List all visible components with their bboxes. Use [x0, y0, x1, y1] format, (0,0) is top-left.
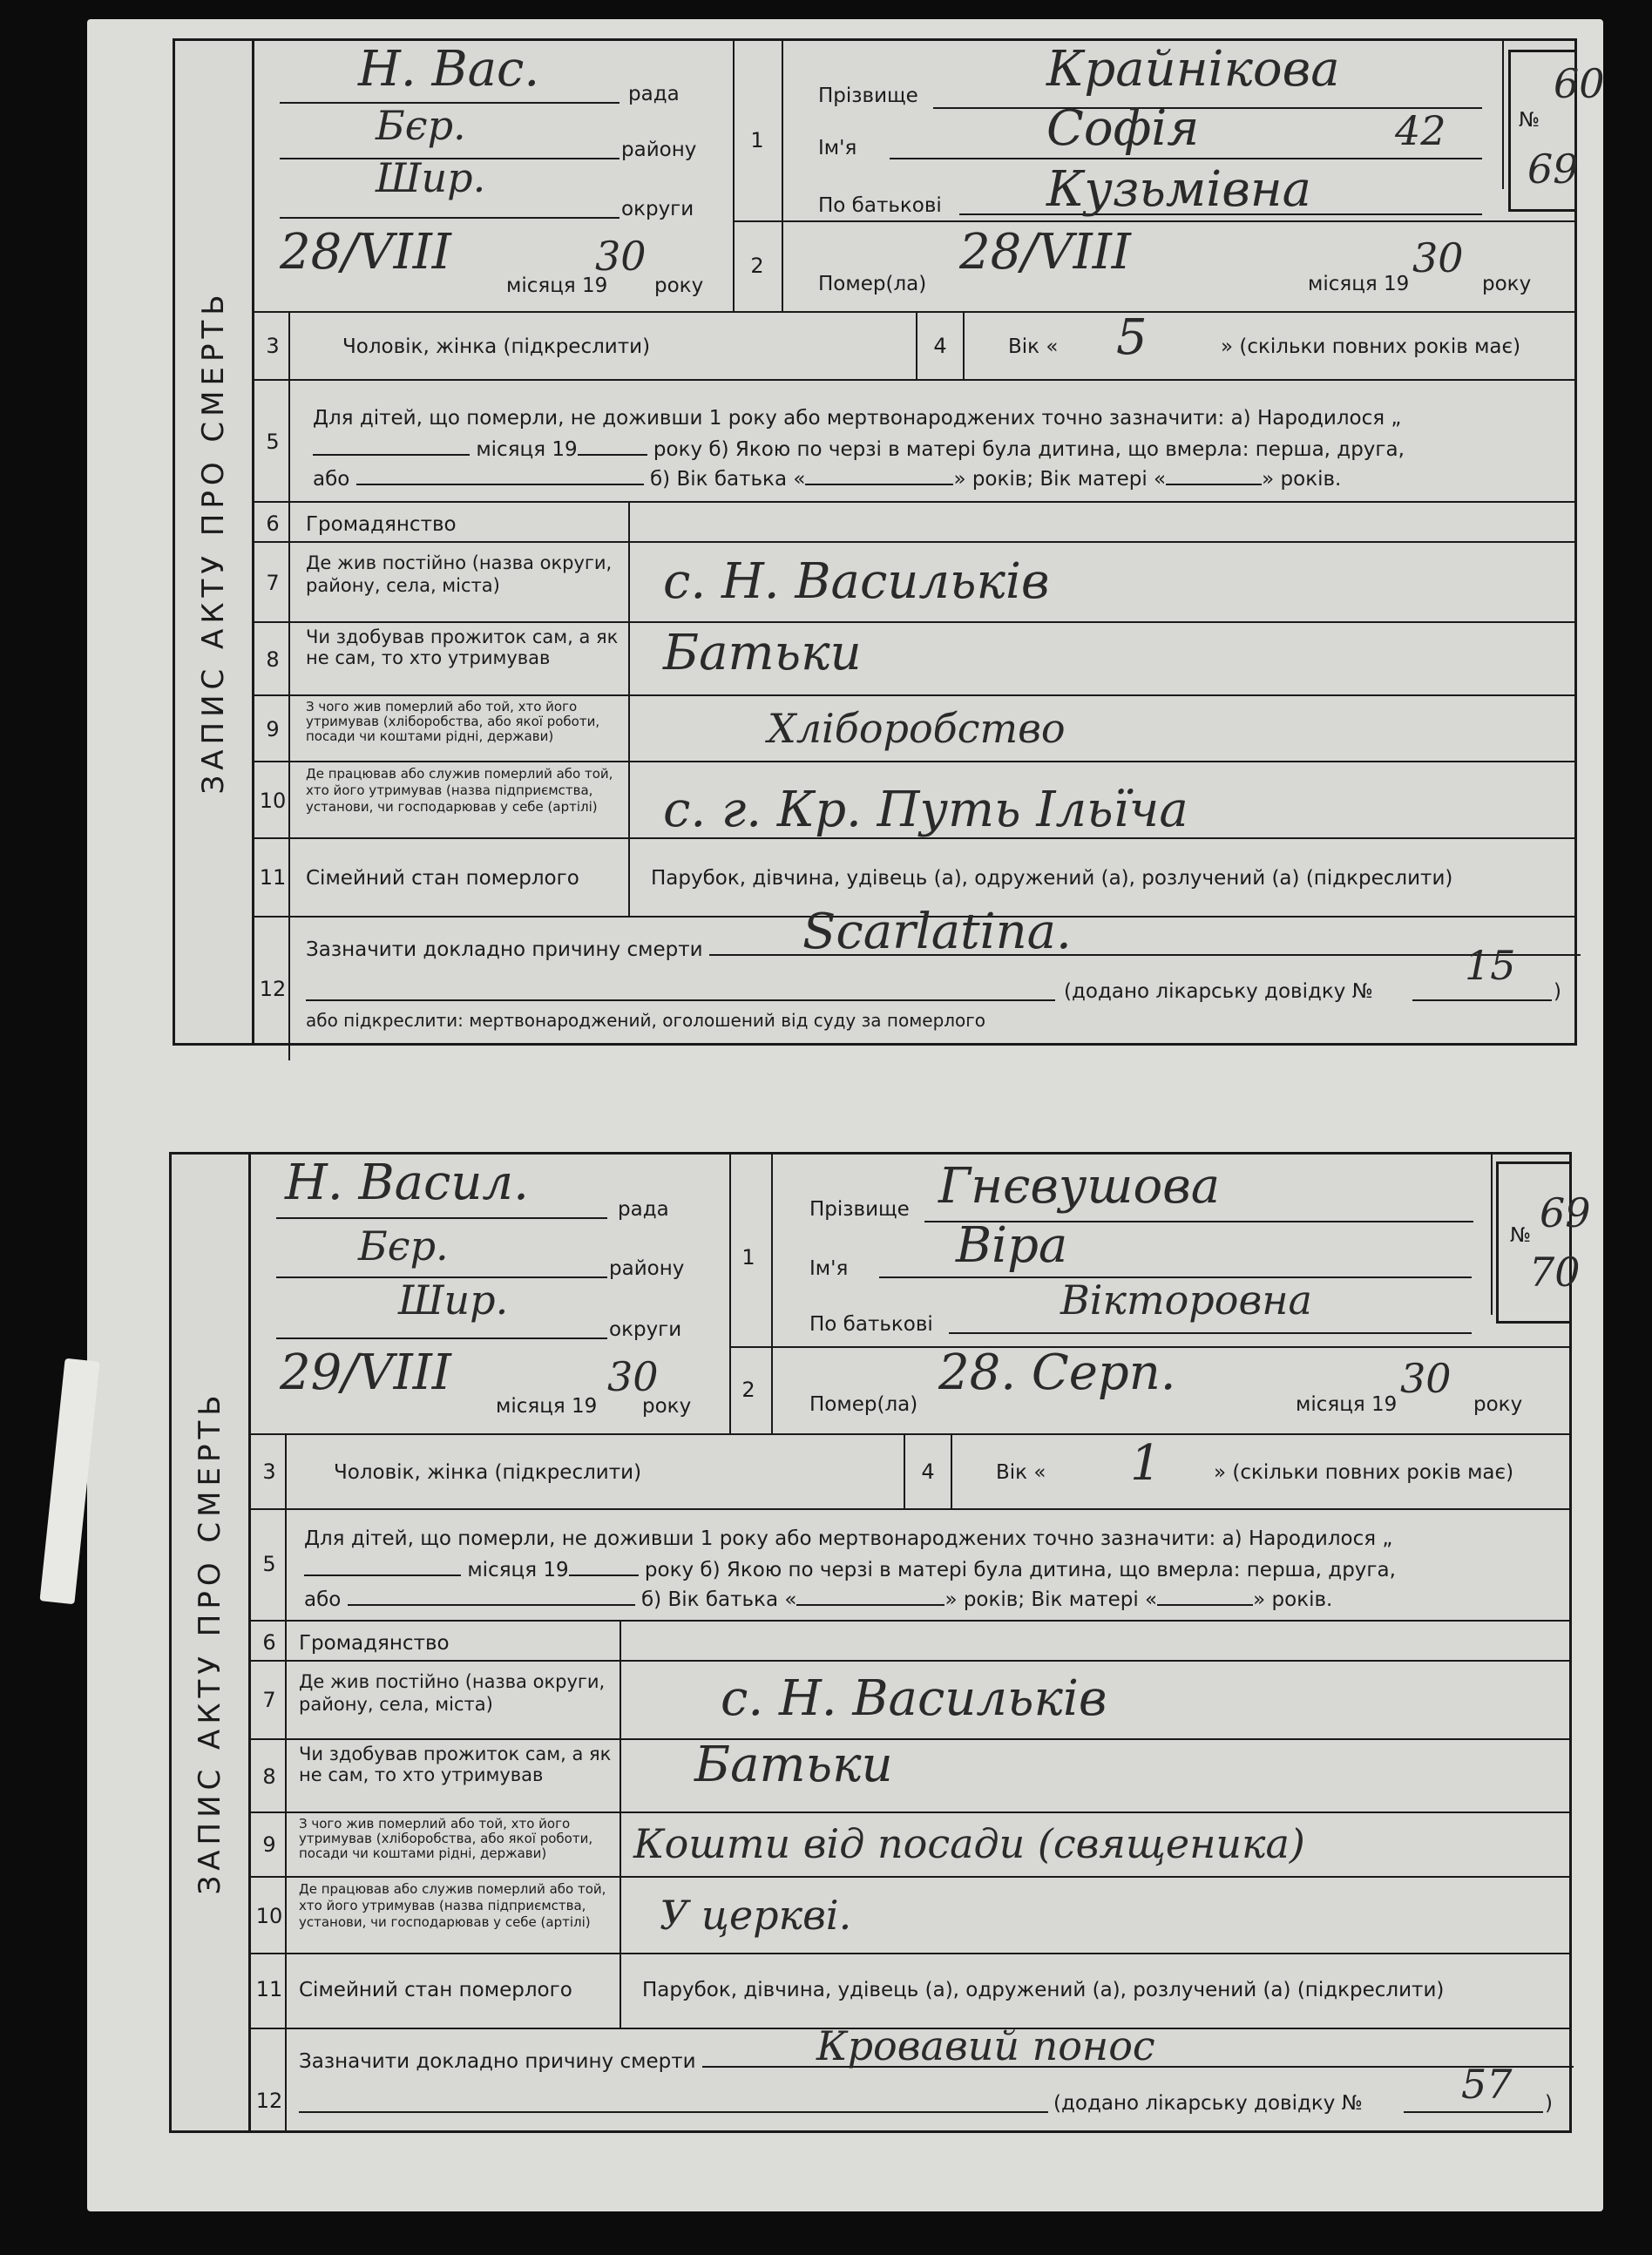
row-number: 8 — [266, 647, 280, 672]
number-sign: № — [1519, 109, 1540, 132]
row-number: 10 — [259, 789, 287, 813]
okruh-label: округи — [621, 198, 694, 220]
hw-source: Кошти від посади (священика) — [633, 1820, 1305, 1867]
children-line-3d: » років. — [1253, 1588, 1333, 1611]
hw-name: Віра — [956, 1217, 1068, 1274]
certificate-label: (додано лікарську довідку № — [1053, 2092, 1363, 2115]
hw-certificate: 57 — [1461, 2061, 1513, 2108]
family-options: Парубок, дівчина, удівець (а), одружений (а), розлучений (а) (підкреслити) — [642, 1979, 1445, 2001]
residence-label: Де жив постійно (назва округи, району, села, міста) — [306, 552, 613, 596]
hw-death-year: 30 — [1412, 234, 1464, 281]
hw-patronymic: Вікторовна — [1060, 1276, 1312, 1324]
hw-surname: Крайнікова — [1046, 41, 1340, 98]
row-number: 7 — [266, 571, 280, 595]
side-title-box — [175, 41, 254, 1043]
hw-okruh: Шир. — [376, 154, 486, 201]
hw-reg-date: 28/VIII — [280, 224, 451, 281]
stillborn-label: або підкреслити: мертвонароджений, оголошений від суду за померлого — [306, 1010, 986, 1031]
livelihood-label: Чи здобував прожиток сам, а як не сам, то хто утримував — [299, 1744, 612, 1785]
death-label: Помер(ла) — [818, 273, 927, 295]
death-year-label: року — [1482, 273, 1532, 295]
death-record-form-2 — [169, 1152, 1591, 2133]
certificate-close: ) — [1545, 2092, 1553, 2115]
residence-label: Де жив постійно (назва округи, району, села, міста) — [299, 1671, 606, 1715]
family-label: Сімейний стан померлого — [299, 1979, 572, 2001]
livelihood-label: Чи здобував прожиток сам, а як не сам, то хто утримував — [306, 626, 619, 668]
row-number: 5 — [262, 1552, 276, 1576]
rada-label: рада — [628, 83, 680, 105]
hw-name: Софія — [1046, 100, 1200, 157]
children-line-1: Для дітей, що померли, не доживши 1 року або мертвонароджених точно зазначити: а) Народилося „ — [313, 407, 1402, 430]
death-record-form-1 — [173, 38, 1605, 1046]
rayon-label: району — [609, 1257, 685, 1280]
row-number: 7 — [262, 1688, 276, 1712]
row-number: 6 — [262, 1630, 276, 1655]
children-line-3b: б) Вік батька « — [649, 468, 806, 491]
hw-death-date: 28/VIII — [959, 224, 1131, 281]
row-number: 4 — [921, 1459, 935, 1484]
hw-death-date: 28. Серп. — [938, 1344, 1176, 1401]
children-line-3a: або — [313, 468, 350, 491]
hw-rayon: Бєр. — [376, 102, 466, 149]
children-line-3c: » років; Вік матері « — [944, 1588, 1158, 1611]
hw-residence: с. Н. Васильків — [663, 553, 1050, 610]
hw-age: 1 — [1130, 1435, 1161, 1492]
row-number: 1 — [750, 128, 764, 152]
hw-age: 5 — [1116, 309, 1148, 366]
hw-workplace: с. г. Кр. Путь Ільїча — [663, 782, 1188, 838]
reg-month-label: місяця 19 — [506, 274, 608, 297]
cause-label: Зазначити докладно причину смерти — [306, 938, 703, 961]
row-number: 4 — [933, 334, 947, 358]
name-label: Ім'я — [818, 137, 857, 159]
citizenship-label: Громадянство — [306, 513, 457, 536]
surname-label: Прізвище — [818, 85, 918, 107]
reg-year-label: року — [654, 274, 704, 297]
reg-year-label: року — [642, 1395, 692, 1418]
row-number: 9 — [266, 717, 280, 742]
row-number: 2 — [741, 1378, 755, 1402]
children-line-3b: б) Вік батька « — [640, 1588, 797, 1611]
cause-label: Зазначити докладно причину смерти — [299, 2050, 696, 2073]
hw-rayon: Бєр. — [358, 1222, 449, 1270]
age-label: Вік « — [996, 1461, 1046, 1484]
patronymic-label: По батькові — [809, 1313, 933, 1336]
row-number: 9 — [262, 1832, 276, 1857]
children-line-1: Для дітей, що померли, не доживши 1 року або мертвонароджених точно зазначити: а) Народилося „ — [304, 1527, 1393, 1550]
death-year-label: року — [1473, 1393, 1523, 1416]
row-number: 3 — [266, 334, 280, 358]
record-number-box — [1496, 1161, 1572, 1324]
children-line-2b: року б) Якою по черзі в матері була дитина, що вмерла: перша, друга, — [653, 438, 1405, 461]
age-suffix-label: » (скільки повних років має) — [1221, 335, 1521, 358]
row-number: 3 — [262, 1459, 276, 1484]
certificate-close: ) — [1554, 980, 1561, 1003]
rada-label: рада — [618, 1198, 669, 1221]
row-number: 12 — [259, 977, 287, 1001]
family-options: Парубок, дівчина, удівець (а), одружений (а), розлучений (а) (підкреслити) — [651, 867, 1453, 890]
hw-surname: Гнєвушова — [938, 1158, 1221, 1215]
children-line-3d: » років. — [1262, 468, 1342, 491]
row-number: 1 — [741, 1245, 755, 1270]
okruh-label: округи — [609, 1318, 682, 1341]
hw-death-year: 30 — [1400, 1355, 1452, 1402]
hw-cause: Scarlatina. — [802, 904, 1072, 960]
hw-residence: с. Н. Васильків — [721, 1670, 1107, 1727]
hw-reg-year: 30 — [595, 233, 647, 280]
rayon-label: району — [621, 139, 697, 161]
children-line-2a: місяця 19 — [476, 438, 578, 461]
hw-cause: Кровавий понос — [816, 2022, 1155, 2069]
side-title: ЗАПИС АКТУ ПРО СМЕРТЬ — [196, 289, 231, 795]
hw-livelihood: Батьки — [663, 625, 862, 681]
age-suffix-label: » (скільки повних років має) — [1214, 1461, 1514, 1484]
workplace-label: Де працював або служив померлий або той, хто його утримував (назва підприємства, установи, чи господарював у себе (артілі) — [299, 1881, 606, 1930]
children-line-3c: » років; Вік матері « — [953, 468, 1167, 491]
hw-reg-year: 30 — [607, 1353, 659, 1400]
age-label: Вік « — [1008, 335, 1059, 358]
side-title: ЗАПИС АКТУ ПРО СМЕРТЬ — [193, 1390, 227, 1895]
reg-month-label: місяця 19 — [496, 1395, 598, 1418]
row-number: 6 — [266, 511, 280, 536]
hw-number-bottom: 70 — [1529, 1249, 1581, 1296]
side-title-box — [172, 1155, 251, 2130]
patronymic-label: По батькові — [818, 194, 942, 217]
certificate-label: (додано лікарську довідку № — [1064, 980, 1373, 1003]
family-label: Сімейний стан померлого — [306, 867, 579, 890]
hw-source: Хліборобство — [768, 705, 1066, 752]
children-line-2a: місяця 19 — [467, 1559, 569, 1581]
sex-label: Чоловік, жінка (підкреслити) — [334, 1461, 642, 1484]
hw-number-bottom: 69 — [1527, 146, 1579, 193]
children-line-2b: року б) Якою по черзі в матері була дитина, що вмерла: перша, друга, — [644, 1559, 1396, 1581]
name-label: Ім'я — [809, 1257, 849, 1280]
hw-number-top: 69 — [1540, 1189, 1591, 1236]
surname-label: Прізвище — [809, 1198, 910, 1221]
death-month-label: місяця 19 — [1296, 1393, 1398, 1416]
citizenship-label: Громадянство — [299, 1632, 450, 1655]
number-sign: № — [1510, 1224, 1531, 1247]
row-number: 2 — [750, 254, 764, 278]
hw-workplace: У церкві. — [660, 1892, 852, 1939]
source-label: З чого жив померлий або той, хто його утримував (хліборобства, або якої роботи, посади чи коштами рідні, держави) — [306, 699, 600, 744]
hw-number-top: 60 — [1554, 60, 1605, 107]
hw-patronymic: Кузьмівна — [1046, 161, 1312, 218]
hw-rada: Н. Васил. — [285, 1155, 529, 1211]
hw-certificate: 15 — [1465, 942, 1516, 989]
workplace-label: Де працював або служив померлий або той, хто його утримував (назва підприємства, установи, чи господарював у себе (артілі) — [306, 766, 613, 815]
death-label: Помер(ла) — [809, 1393, 918, 1416]
row-number: 11 — [259, 865, 287, 890]
row-number: 8 — [262, 1764, 276, 1789]
row-number: 11 — [255, 1977, 283, 2001]
sex-label: Чоловік, жінка (підкреслити) — [342, 335, 651, 358]
hw-reg-date: 29/VIII — [280, 1344, 451, 1401]
row-number: 10 — [255, 1904, 283, 1928]
death-month-label: місяця 19 — [1308, 273, 1410, 295]
row-number: 12 — [255, 2089, 283, 2113]
children-line-3a: або — [304, 1588, 342, 1611]
hw-rada: Н. Вас. — [358, 41, 540, 98]
row-number: 5 — [266, 430, 280, 454]
hw-okruh: Шир. — [398, 1276, 509, 1324]
hw-age-note: 42 — [1395, 107, 1446, 154]
hw-livelihood: Батьки — [694, 1737, 893, 1793]
source-label: З чого жив померлий або той, хто його утримував (хліборобства, або якої роботи, посади чи коштами рідні, держави) — [299, 1816, 593, 1861]
